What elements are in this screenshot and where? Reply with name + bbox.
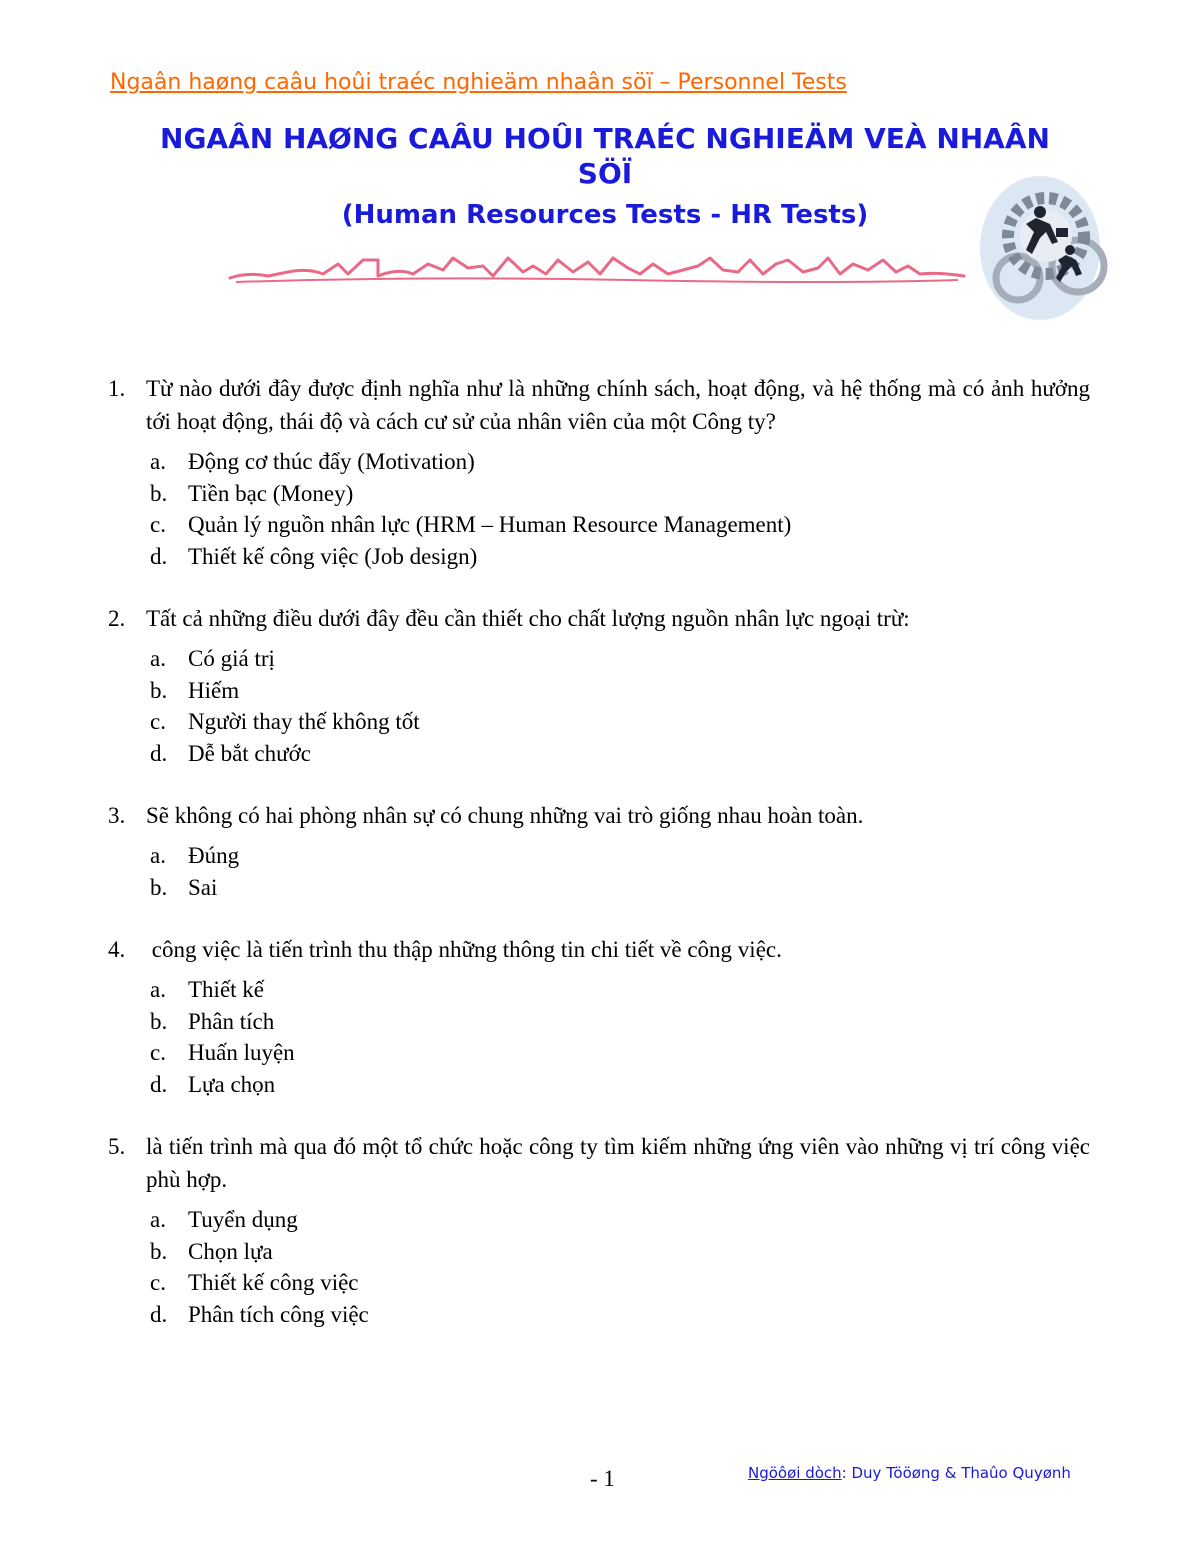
option-letter: b. <box>150 1238 168 1264</box>
option-text: Thiết kế công việc (Job design) <box>188 543 478 569</box>
option-list <box>108 643 1090 769</box>
option-letter: a. <box>150 449 166 474</box>
title-line-2: SÖÏ <box>577 157 633 190</box>
option-letter: a. <box>150 843 166 868</box>
question-list <box>108 372 1090 1360</box>
option-list <box>108 974 1090 1100</box>
question-number: 3. <box>108 803 126 828</box>
question-text: là tiến trình mà qua đó một tổ chức hoặc công ty tìm kiếm những ứng viên vào những vị trí công việc phù hợp. <box>146 1134 1090 1192</box>
option-text: Phân tích công việc <box>188 1301 369 1327</box>
document-title <box>110 120 1100 232</box>
option-letter: b. <box>150 677 168 703</box>
option-item <box>150 1267 1090 1299</box>
option-item <box>150 509 1090 541</box>
option-text: Có giá trị <box>188 646 275 671</box>
option-text: Tiền bạc (Money) <box>188 480 354 506</box>
question-text: Từ nào dưới đây được định nghĩa như là những chính sách, hoạt động, và hệ thống mà có ảnh hưởng tới hoạt động, thái độ và cách cư sử của nhân viên của một Công ty? <box>146 376 1090 434</box>
question-number: 1. <box>108 376 126 401</box>
translator-credit <box>748 1464 1071 1482</box>
question-number: 2. <box>108 606 126 631</box>
option-item <box>150 1204 1090 1236</box>
option-item <box>150 1299 1090 1331</box>
option-letter: d. <box>150 543 168 569</box>
option-item <box>150 446 1090 478</box>
question-1 <box>108 372 1090 572</box>
option-letter: c. <box>150 1270 166 1295</box>
option-item <box>150 1006 1090 1038</box>
option-letter: a. <box>150 1207 166 1232</box>
option-text: Chọn lựa <box>188 1238 273 1264</box>
option-text: Tuyển dụng <box>188 1207 298 1232</box>
option-item <box>150 1236 1090 1268</box>
option-letter: c. <box>150 709 166 734</box>
option-letter: c. <box>150 512 166 537</box>
option-text: Sai <box>188 874 218 900</box>
option-text: Quản lý nguồn nhân lực (HRM – Human Resource Management) <box>188 512 792 537</box>
option-item <box>150 1069 1090 1101</box>
option-item <box>150 706 1090 738</box>
option-item <box>150 840 1090 872</box>
option-letter: d. <box>150 740 168 766</box>
option-list <box>108 1204 1090 1330</box>
option-list <box>108 446 1090 572</box>
option-item <box>150 541 1090 573</box>
option-text: Phân tích <box>188 1008 275 1034</box>
option-text: Huấn luyện <box>188 1040 295 1065</box>
option-item <box>150 872 1090 904</box>
option-letter: b. <box>150 1008 168 1034</box>
question-4 <box>108 933 1090 1100</box>
option-item <box>150 643 1090 675</box>
option-item <box>150 1037 1090 1069</box>
option-text: Người thay thế không tốt <box>188 709 420 734</box>
title-line-1: NGAÂN HAØNG CAÂU HOÛI TRAÉC NGHIEÄM VEÀ NHAÂN <box>160 122 1050 155</box>
option-letter: b. <box>150 480 168 506</box>
option-text: Thiết kế <box>188 977 264 1002</box>
option-item <box>150 738 1090 770</box>
skyline-divider-icon <box>228 246 966 286</box>
running-header: Ngaân haøng caâu hoûi traéc nghieäm nhaân söï – Personnel Tests <box>110 70 847 95</box>
question-text: Tất cả những điều dưới đây đều cần thiết cho chất lượng nguồn nhân lực ngoại trừ: <box>146 606 910 631</box>
option-text: Động cơ thúc đẩy (Motivation) <box>188 449 475 474</box>
question-number: 4. <box>108 937 126 962</box>
option-letter: a. <box>150 646 166 671</box>
translator-names: : Duy Tööøng & Thaûo Quyønh <box>841 1464 1071 1482</box>
option-letter: c. <box>150 1040 166 1065</box>
option-text: Thiết kế công việc <box>188 1270 359 1295</box>
option-item <box>150 478 1090 510</box>
question-text: Sẽ không có hai phòng nhân sự có chung những vai trò giống nhau hoàn toàn. <box>146 803 864 828</box>
question-3 <box>108 799 1090 903</box>
question-2 <box>108 602 1090 769</box>
option-item <box>150 675 1090 707</box>
option-letter: d. <box>150 1301 168 1327</box>
translator-label: Ngöôøi dòch <box>748 1464 842 1482</box>
page-number: - 1 <box>590 1466 615 1491</box>
option-list <box>108 840 1090 903</box>
option-text: Hiếm <box>188 677 240 703</box>
question-number: 5. <box>108 1134 126 1159</box>
option-letter: d. <box>150 1071 168 1097</box>
option-letter: a. <box>150 977 166 1002</box>
option-text: Đúng <box>188 843 240 868</box>
question-5 <box>108 1130 1090 1330</box>
option-item <box>150 974 1090 1006</box>
option-text: Dễ bắt chước <box>188 740 311 766</box>
option-text: Lựa chọn <box>188 1071 276 1097</box>
option-letter: b. <box>150 874 168 900</box>
question-text: công việc là tiến trình thu thập những thông tin chi tiết về công việc. <box>146 937 782 962</box>
hr-gears-illustration-icon <box>978 168 1118 323</box>
subtitle: (Human Resources Tests - HR Tests) <box>341 200 869 230</box>
